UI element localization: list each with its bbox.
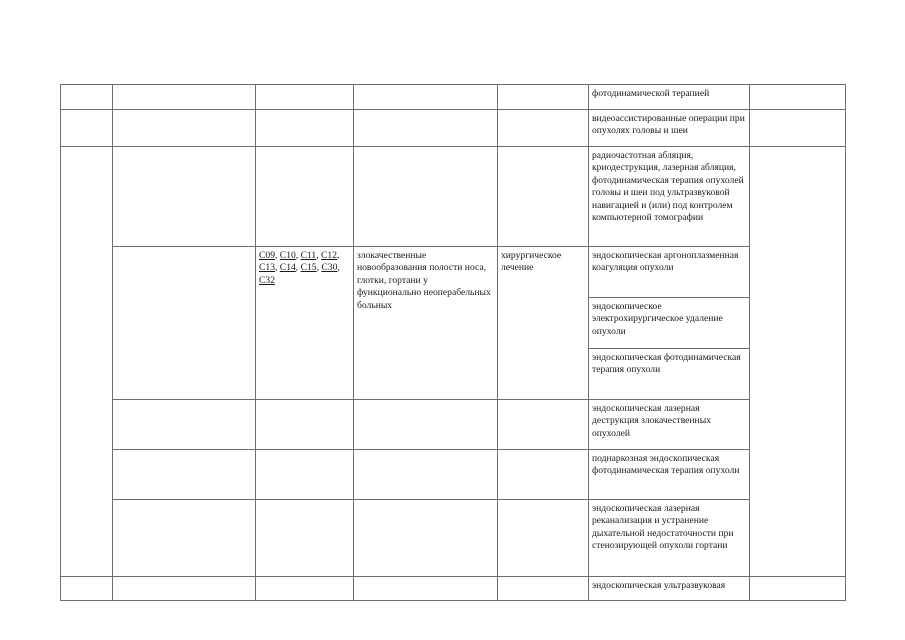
empty-cell — [61, 110, 113, 147]
empty-cell — [498, 85, 589, 110]
empty-cell — [256, 500, 354, 577]
method-text: поднаркозная эндоскопическая фотодинамическая терапия опухоли — [592, 453, 740, 477]
method-cell — [589, 298, 750, 349]
empty-cell — [256, 85, 354, 110]
method-text: эндоскопическая аргоноплазменная коагуляция опухоли — [592, 250, 739, 274]
method-text: эндоскопическая фотодинамическая терапия опухоли — [592, 352, 741, 376]
method-cell — [589, 450, 750, 500]
diagnosis-text: злокачественные новообразования полости носа, глотки, гортани у функционально неоперабельных больных — [357, 250, 491, 311]
treatment-text: хирургическое лечение — [501, 250, 562, 274]
empty-cell — [354, 147, 498, 247]
method-text: фотодинамической терапией — [592, 88, 710, 99]
empty-cell — [113, 110, 256, 147]
empty-cell — [498, 450, 589, 500]
empty-cell — [498, 500, 589, 577]
table-row — [61, 577, 846, 601]
icd-codes-cell: C09, C10, C11, C12, C13, C14, C15, C30, C32 — [256, 247, 354, 400]
table-row — [61, 450, 846, 500]
method-cell — [589, 500, 750, 577]
empty-cell — [256, 577, 354, 601]
empty-cell — [750, 110, 846, 147]
empty-cell — [354, 577, 498, 601]
empty-cell — [750, 147, 846, 577]
empty-cell — [61, 577, 113, 601]
method-text: эндоскопическая ультразвуковая — [592, 580, 726, 591]
empty-cell — [61, 147, 113, 577]
empty-cell — [256, 450, 354, 500]
icd-code-link[interactable]: C13 — [259, 262, 275, 274]
method-cell — [589, 247, 750, 298]
empty-cell — [256, 400, 354, 450]
table-row — [61, 85, 846, 110]
method-text: эндоскопическая лазерная деструкция злокачественных опухолей — [592, 403, 711, 439]
diagnosis-cell — [354, 247, 498, 400]
icd-code-link[interactable]: C14 — [279, 262, 296, 274]
table-row — [61, 400, 846, 450]
empty-cell — [256, 147, 354, 247]
medical-care-table — [60, 84, 846, 601]
treatment-cell — [498, 247, 589, 400]
empty-cell — [61, 85, 113, 110]
method-text: эндоскопическое электрохирургическое удаление опухоли — [592, 301, 723, 337]
method-cell — [589, 349, 750, 400]
empty-cell — [354, 500, 498, 577]
empty-cell — [113, 577, 256, 601]
method-cell — [589, 577, 750, 601]
empty-cell — [498, 400, 589, 450]
empty-cell — [113, 450, 256, 500]
empty-cell — [354, 450, 498, 500]
empty-cell — [354, 400, 498, 450]
empty-cell — [113, 85, 256, 110]
method-text: эндоскопическая лазерная реканализация и устранение дыхательной недостаточности при стенозирующей опухоли гортани — [592, 503, 734, 552]
table-row — [61, 110, 846, 147]
empty-cell — [354, 110, 498, 147]
icd-code-link[interactable]: C10 — [279, 250, 296, 261]
empty-cell — [113, 147, 256, 247]
table-row — [61, 500, 846, 577]
empty-cell — [498, 577, 589, 601]
empty-cell — [498, 147, 589, 247]
method-cell — [589, 85, 750, 110]
empty-cell — [750, 85, 846, 110]
empty-cell — [498, 110, 589, 147]
table-row — [61, 147, 846, 247]
empty-cell — [354, 85, 498, 110]
icd-code-link[interactable]: C09 — [259, 250, 275, 261]
icd-code-link[interactable]: C30 — [321, 262, 338, 274]
method-cell — [589, 110, 750, 147]
method-text: радиочастотная абляция, криодеструкция, лазерная абляция, фотодинамическая терапия опухолей головы и шеи под ультразвуковой навигацией и (или) под контролем компьютерной томографии — [592, 150, 744, 224]
table-row — [61, 247, 846, 298]
method-text: видеоассистированные операции при опухолях головы и шеи — [592, 113, 745, 137]
empty-cell — [113, 400, 256, 450]
empty-cell — [256, 110, 354, 147]
method-cell — [589, 147, 750, 247]
icd-code-link[interactable]: C32 — [259, 274, 275, 286]
empty-cell — [113, 247, 256, 400]
method-cell — [589, 400, 750, 450]
icd-code-link[interactable]: C11 — [300, 250, 317, 261]
icd-code-link[interactable]: C12 — [321, 250, 338, 261]
empty-cell — [750, 577, 846, 601]
icd-code-link[interactable]: C15 — [300, 262, 317, 274]
empty-cell — [113, 500, 256, 577]
